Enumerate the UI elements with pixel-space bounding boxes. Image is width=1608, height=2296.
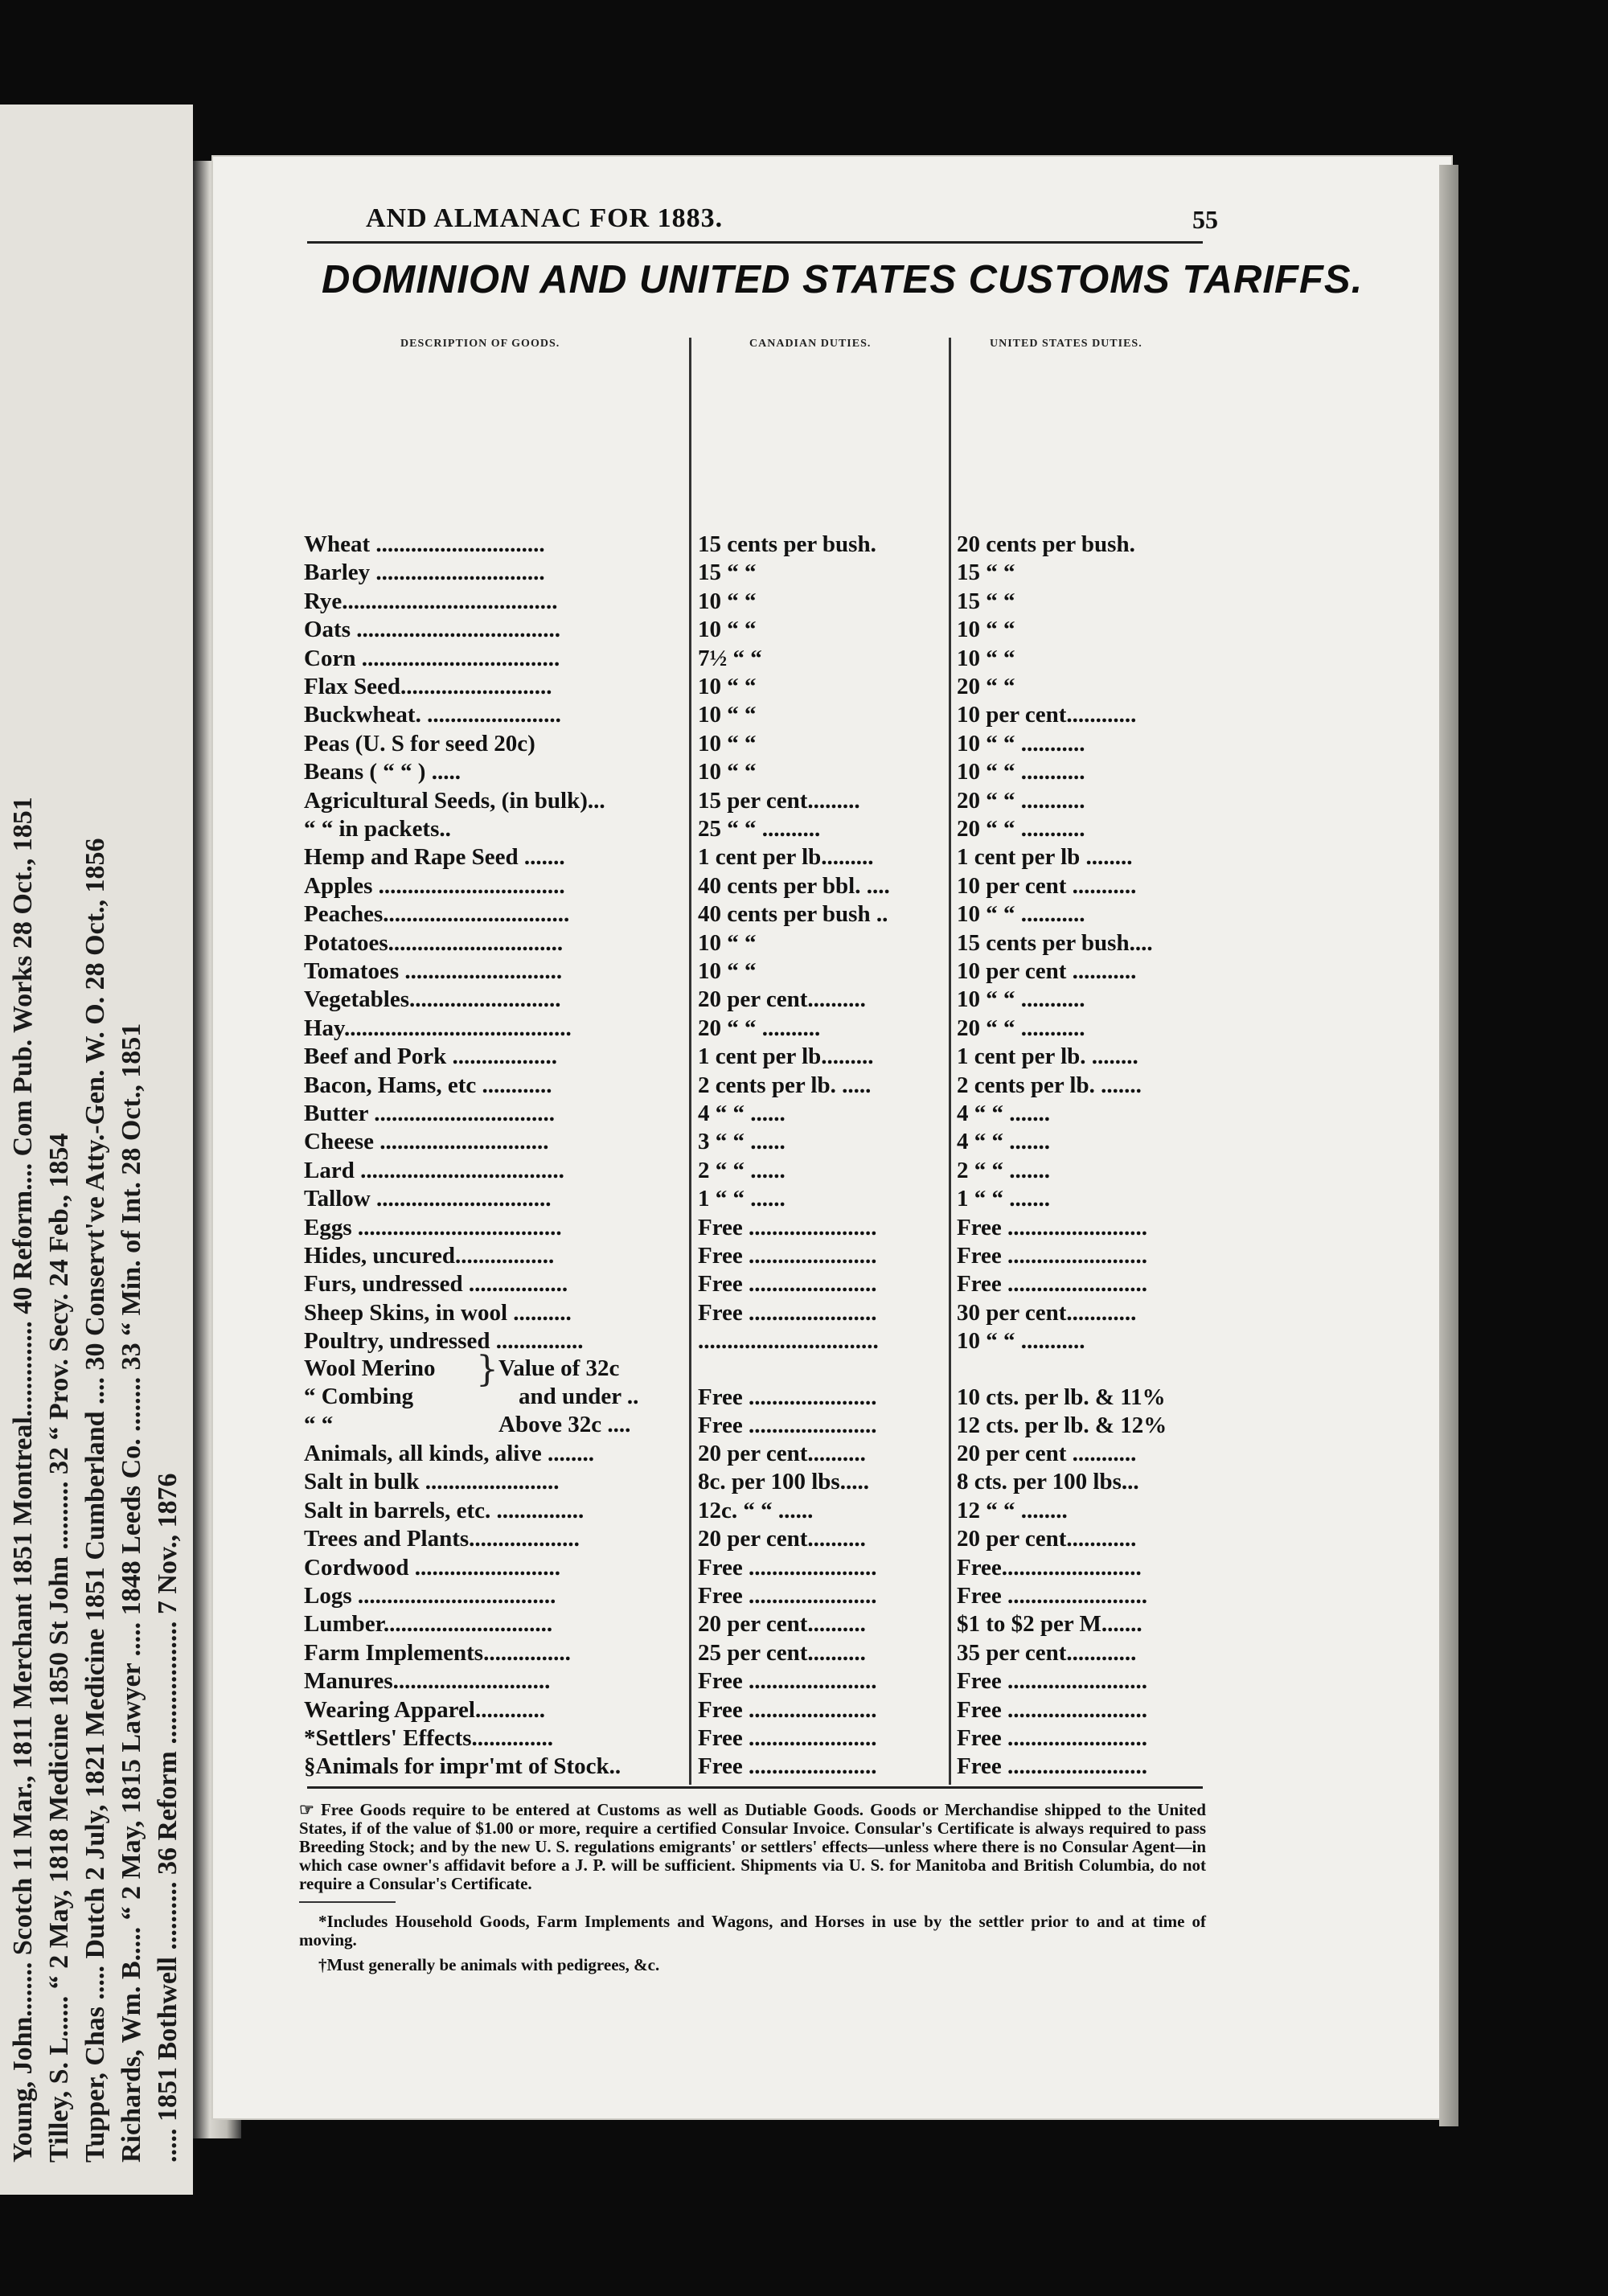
table-row bbox=[0, 616, 1608, 644]
table-row bbox=[0, 701, 1608, 729]
us-duty: 1 cent per lb ........ bbox=[957, 844, 1133, 871]
table-row bbox=[0, 1497, 1608, 1525]
goods-description: Salt in bulk ....................... bbox=[304, 1469, 560, 1495]
canadian-duty: 2 “ “ ...... bbox=[698, 1157, 786, 1183]
us-duty: 10 per cent ........... bbox=[957, 872, 1137, 899]
us-duty: Free........................ bbox=[957, 1554, 1142, 1581]
us-duty: 4 “ “ ....... bbox=[957, 1101, 1050, 1126]
canadian-duty: 12c. “ “ ...... bbox=[698, 1497, 814, 1523]
us-duty: Free ........................ bbox=[957, 1696, 1148, 1723]
table-row bbox=[0, 1015, 1608, 1043]
us-duty: 1 “ “ ....... bbox=[957, 1186, 1050, 1212]
wool-canadian-above: Free ...................... bbox=[698, 1412, 877, 1438]
canadian-duty: 20 per cent.......... bbox=[698, 1441, 866, 1466]
canadian-duty: 20 “ “ .......... bbox=[698, 1015, 821, 1041]
goods-description: Cheese ............................. bbox=[304, 1129, 549, 1155]
us-duty: 10 “ “ bbox=[957, 645, 1015, 671]
us-duty: 10 “ “ ........... bbox=[957, 986, 1085, 1013]
us-duty: 20 “ “ ........... bbox=[957, 787, 1085, 814]
canadian-duty: 2 cents per lb. ..... bbox=[698, 1072, 872, 1098]
table-row bbox=[0, 730, 1608, 758]
footnote-settlers: *Includes Household Goods, Farm Implements and Wagons, and Horses in use by the settler prior to and at time of moving. bbox=[299, 1912, 1206, 1950]
table-row bbox=[0, 1610, 1608, 1638]
notes-block bbox=[299, 1801, 1206, 1981]
goods-description: *Settlers' Effects.............. bbox=[304, 1725, 554, 1751]
goods-description: Eggs ................................... bbox=[304, 1214, 562, 1240]
table-row bbox=[0, 1072, 1608, 1100]
canadian-duty: 25 per cent.......... bbox=[698, 1639, 866, 1666]
canadian-duty: 10 “ “ bbox=[698, 674, 757, 699]
canadian-duty: 15 cents per bush. bbox=[698, 531, 876, 557]
table-row bbox=[0, 758, 1608, 786]
goods-description: Peas (U. S for seed 20c) bbox=[304, 730, 535, 756]
wool-combing-label: “ Combing bbox=[304, 1384, 414, 1409]
us-duty: 15 “ “ bbox=[957, 560, 1015, 586]
table-row bbox=[0, 1724, 1608, 1753]
us-duty: 10 “ “ ........... bbox=[957, 1328, 1085, 1355]
us-duty: 30 per cent............ bbox=[957, 1299, 1137, 1326]
us-duty: 2 cents per lb. ....... bbox=[957, 1072, 1142, 1098]
goods-description: Hides, uncured................. bbox=[304, 1243, 555, 1269]
table-row bbox=[0, 1299, 1608, 1327]
canadian-duty: 4 “ “ ...... bbox=[698, 1101, 786, 1126]
us-duty: 4 “ “ ....... bbox=[957, 1129, 1050, 1155]
canadian-duty: 10 “ “ bbox=[698, 617, 757, 643]
canadian-duty: Free ...................... bbox=[698, 1725, 877, 1751]
page-number: 55 bbox=[1192, 205, 1218, 234]
goods-description: Lard ................................... bbox=[304, 1157, 564, 1183]
table-row bbox=[0, 1440, 1608, 1468]
canadian-duty: Free ...................... bbox=[698, 1271, 877, 1298]
us-duty: Free ........................ bbox=[957, 1271, 1148, 1298]
canadian-duty: 1 cent per lb......... bbox=[698, 1043, 874, 1070]
canadian-duty: Free ...................... bbox=[698, 1554, 877, 1581]
canadian-duty: 10 “ “ bbox=[698, 958, 757, 984]
goods-description: Hemp and Rape Seed ....... bbox=[304, 844, 565, 871]
goods-description: Vegetables.......................... bbox=[304, 986, 561, 1013]
table-row bbox=[0, 1270, 1608, 1298]
wool-ditto-label: “ “ bbox=[304, 1412, 334, 1437]
table-row bbox=[0, 900, 1608, 929]
table-row bbox=[0, 531, 1608, 559]
goods-description: Furs, undressed ................. bbox=[304, 1271, 568, 1298]
canadian-duty: 1 “ “ ...... bbox=[698, 1186, 786, 1212]
table-row bbox=[0, 1639, 1608, 1667]
left-line: Tilley, S. L...... “ 2 May, 1818 Medicine 1850 St John .......... 32 “ Prov. Secy. 24 Feb., 1854 bbox=[44, 1133, 74, 2163]
header-rule bbox=[307, 241, 1203, 244]
goods-description: Beef and Pork .................. bbox=[304, 1043, 557, 1070]
left-line: Tupper, Chas ..... Dutch 2 July, 1821 Medicine 1851 Cumberland .... 30 Conservt've Atty.-Gen. W. O. 28 Oct., 1856 bbox=[80, 838, 110, 2163]
us-duty: 10 “ “ ........... bbox=[957, 759, 1085, 785]
wool-above: Above 32c .... bbox=[498, 1412, 631, 1437]
table-bottom-rule bbox=[307, 1786, 1203, 1789]
goods-description: “ “ in packets.. bbox=[304, 816, 451, 842]
table-row bbox=[0, 815, 1608, 843]
left-line: Richards, Wm. B..... “ 2 May, 1815 Lawyer ..... 1848 Leeds Co. ........ 33 “ Min. of Int. 28 Oct., 1851 bbox=[117, 1023, 146, 2163]
table-row bbox=[0, 1582, 1608, 1610]
goods-description: Wheat ............................. bbox=[304, 531, 545, 557]
goods-description: Hay....................................... bbox=[304, 1015, 572, 1041]
us-duty: 8 cts. per 100 lbs... bbox=[957, 1469, 1139, 1495]
us-duty: Free ........................ bbox=[957, 1753, 1148, 1780]
wool-canadian-under: Free ...................... bbox=[698, 1384, 877, 1410]
table-row bbox=[0, 1468, 1608, 1496]
goods-description: Potatoes.............................. bbox=[304, 929, 564, 956]
us-duty: 20 per cent ........... bbox=[957, 1441, 1137, 1466]
brace-glyph: } bbox=[476, 1349, 498, 1390]
goods-description: Farm Implements............... bbox=[304, 1639, 571, 1666]
wool-and-under: and under .. bbox=[519, 1384, 639, 1409]
canadian-duty: 10 “ “ bbox=[698, 588, 757, 614]
canadian-duty: 7½ “ “ bbox=[698, 645, 762, 671]
canadian-duty: 20 per cent.......... bbox=[698, 1611, 866, 1638]
table-row bbox=[0, 588, 1608, 616]
table-row bbox=[0, 929, 1608, 957]
canadian-duty: 15 “ “ bbox=[698, 560, 757, 586]
us-duty: 10 per cent ........... bbox=[957, 958, 1137, 984]
canadian-duty: 40 cents per bush .. bbox=[698, 901, 888, 928]
us-duty: 20 cents per bush. bbox=[957, 531, 1135, 557]
us-duty: 1 cent per lb. ........ bbox=[957, 1043, 1138, 1070]
table-row bbox=[0, 1043, 1608, 1071]
customs-note: ☞ Free Goods require to be entered at Customs as well as Dutiable Goods. Goods or Merchandise shipped to the United States, if of the value of $1.00 or more, require a certified Consular Invoice. Consular's Certificate is always required to pass Breeding Stock; and by the new U. S. regulations emigrants' or settlers' effects—unless where there is no Consular Agent—in which case owner's affidavit before a J. P. will be sufficient. Shipments via U. S. for Manitoba and British Columbia, do not require a Consular's Certificate. bbox=[299, 1800, 1206, 1893]
us-duty: Free ........................ bbox=[957, 1668, 1148, 1695]
canadian-duty: Free ...................... bbox=[698, 1243, 877, 1269]
goods-description: Tallow .............................. bbox=[304, 1186, 552, 1212]
table-row bbox=[0, 1100, 1608, 1128]
table-row bbox=[0, 559, 1608, 587]
table-row bbox=[0, 673, 1608, 701]
goods-description: Poultry, undressed ............... bbox=[304, 1328, 584, 1355]
us-duty: 15 “ “ bbox=[957, 588, 1015, 614]
wool-us-above: 12 cts. per lb. & 12% bbox=[957, 1412, 1167, 1438]
canadian-duty: Free ...................... bbox=[698, 1668, 877, 1695]
canadian-duty: Free ...................... bbox=[698, 1696, 877, 1723]
goods-description: Cordwood ......................... bbox=[304, 1554, 561, 1581]
table-row bbox=[0, 1554, 1608, 1582]
canadian-duty: 10 “ “ bbox=[698, 730, 757, 756]
canadian-duty: ............................... bbox=[698, 1328, 879, 1355]
table-row bbox=[0, 1525, 1608, 1553]
us-duty: 35 per cent............ bbox=[957, 1639, 1137, 1666]
goods-description: Barley ............................. bbox=[304, 560, 545, 586]
goods-description: §Animals for impr'mt of Stock.. bbox=[304, 1753, 621, 1780]
goods-description: Agricultural Seeds, (in bulk)... bbox=[304, 787, 605, 814]
canadian-duty: 10 “ “ bbox=[698, 929, 757, 956]
table-row bbox=[0, 1327, 1608, 1355]
canadian-duty: Free ...................... bbox=[698, 1753, 877, 1780]
goods-description: Bacon, Hams, etc ............ bbox=[304, 1072, 552, 1098]
us-duty: Free ........................ bbox=[957, 1243, 1148, 1269]
us-duty: Free ........................ bbox=[957, 1583, 1148, 1609]
table-row bbox=[0, 1157, 1608, 1185]
canadian-duty: Free ...................... bbox=[698, 1214, 877, 1240]
canadian-duty: 25 “ “ .......... bbox=[698, 816, 821, 842]
goods-description: Peaches................................ bbox=[304, 901, 570, 928]
goods-description: Corn .................................. bbox=[304, 645, 560, 671]
table-row bbox=[0, 1214, 1608, 1242]
goods-description: Oats ................................... bbox=[304, 617, 560, 643]
us-duty: 10 “ “ ........... bbox=[957, 901, 1085, 928]
goods-description: Trees and Plants................... bbox=[304, 1526, 580, 1552]
footnote-rule bbox=[299, 1901, 396, 1903]
table-row bbox=[0, 986, 1608, 1014]
running-head: AND ALMANAC FOR 1883. bbox=[366, 203, 724, 233]
goods-description: Salt in barrels, etc. ............... bbox=[304, 1497, 585, 1523]
column-header-canadian: CANADIAN DUTIES. bbox=[749, 338, 872, 350]
table-row bbox=[0, 1667, 1608, 1695]
goods-description: Animals, all kinds, alive ........ bbox=[304, 1441, 594, 1466]
left-line: ..... 1851 Bothwell .......... 36 Reform .................. 7 Nov., 1876 bbox=[153, 1473, 183, 2163]
table-row bbox=[0, 872, 1608, 900]
table-row bbox=[0, 1242, 1608, 1270]
us-duty: 15 cents per bush.... bbox=[957, 929, 1153, 956]
us-duty: 20 per cent............ bbox=[957, 1526, 1137, 1552]
goods-description: Apples ................................ bbox=[304, 872, 565, 899]
us-duty: 10 “ “ bbox=[957, 617, 1015, 643]
us-duty: 10 per cent............ bbox=[957, 702, 1137, 728]
us-duty: 20 “ “ bbox=[957, 674, 1015, 699]
left-line: Young, John........ Scotch 11 Mar., 1811 Merchant 1851 Montreal.............. 40 Reform.... Com Pub. Works 28 Oct., 1851 bbox=[8, 797, 38, 2163]
goods-description: Rye..................................... bbox=[304, 588, 558, 614]
canadian-duty: 40 cents per bbl. .... bbox=[698, 872, 890, 899]
goods-description: Buckwheat. ....................... bbox=[304, 702, 561, 728]
canadian-duty: 10 “ “ bbox=[698, 702, 757, 728]
us-duty: 20 “ “ ........... bbox=[957, 1015, 1085, 1041]
table-row bbox=[0, 1696, 1608, 1724]
wool-us-under: 10 cts. per lb. & 11% bbox=[957, 1384, 1166, 1410]
wool-merino-label: Wool Merino bbox=[304, 1355, 436, 1381]
goods-description: Logs .................................. bbox=[304, 1583, 556, 1609]
goods-description: Butter ............................... bbox=[304, 1101, 556, 1126]
us-duty: 2 “ “ ....... bbox=[957, 1157, 1050, 1183]
canadian-duty: 20 per cent.......... bbox=[698, 986, 866, 1013]
canadian-duty: 10 “ “ bbox=[698, 759, 757, 785]
us-duty: 10 “ “ ........... bbox=[957, 730, 1085, 756]
canadian-duty: Free ...................... bbox=[698, 1583, 877, 1609]
column-header-us: UNITED STATES DUTIES. bbox=[990, 338, 1142, 350]
goods-description: Manures........................... bbox=[304, 1668, 551, 1695]
canadian-duty: 8c. per 100 lbs..... bbox=[698, 1469, 869, 1495]
goods-description: Lumber............................. bbox=[304, 1611, 553, 1638]
page-title: DOMINION AND UNITED STATES CUSTOMS TARIFFS. bbox=[322, 258, 1364, 301]
goods-description: Wearing Apparel............ bbox=[304, 1696, 545, 1723]
canadian-duty: 1 cent per lb......... bbox=[698, 844, 874, 871]
table-row bbox=[0, 843, 1608, 871]
us-duty: Free ........................ bbox=[957, 1214, 1148, 1240]
us-duty: $1 to $2 per M....... bbox=[957, 1611, 1142, 1638]
table-row bbox=[0, 1128, 1608, 1156]
goods-description: Sheep Skins, in wool .......... bbox=[304, 1299, 572, 1326]
table-row bbox=[0, 645, 1608, 673]
canadian-duty: Free ...................... bbox=[698, 1299, 877, 1326]
footnote-pedigree: †Must generally be animals with pedigrees, &c. bbox=[318, 1955, 660, 1974]
table-row bbox=[0, 957, 1608, 986]
table-row bbox=[0, 1753, 1608, 1781]
goods-description: Beans ( “ “ ) ..... bbox=[304, 759, 461, 785]
table-row bbox=[0, 787, 1608, 815]
us-duty: 12 “ “ ........ bbox=[957, 1497, 1068, 1523]
us-duty: 20 “ “ ........... bbox=[957, 816, 1085, 842]
column-header-description: DESCRIPTION OF GOODS. bbox=[400, 338, 560, 350]
canadian-duty: 3 “ “ ...... bbox=[698, 1129, 786, 1155]
goods-description: Tomatoes ........................... bbox=[304, 958, 563, 984]
goods-description: Flax Seed.......................... bbox=[304, 674, 552, 699]
table-row bbox=[0, 1185, 1608, 1213]
us-duty: Free ........................ bbox=[957, 1725, 1148, 1751]
canadian-duty: 15 per cent......... bbox=[698, 787, 860, 814]
canadian-duty: 20 per cent.......... bbox=[698, 1526, 866, 1552]
wool-value-of: Value of 32c bbox=[498, 1355, 620, 1381]
